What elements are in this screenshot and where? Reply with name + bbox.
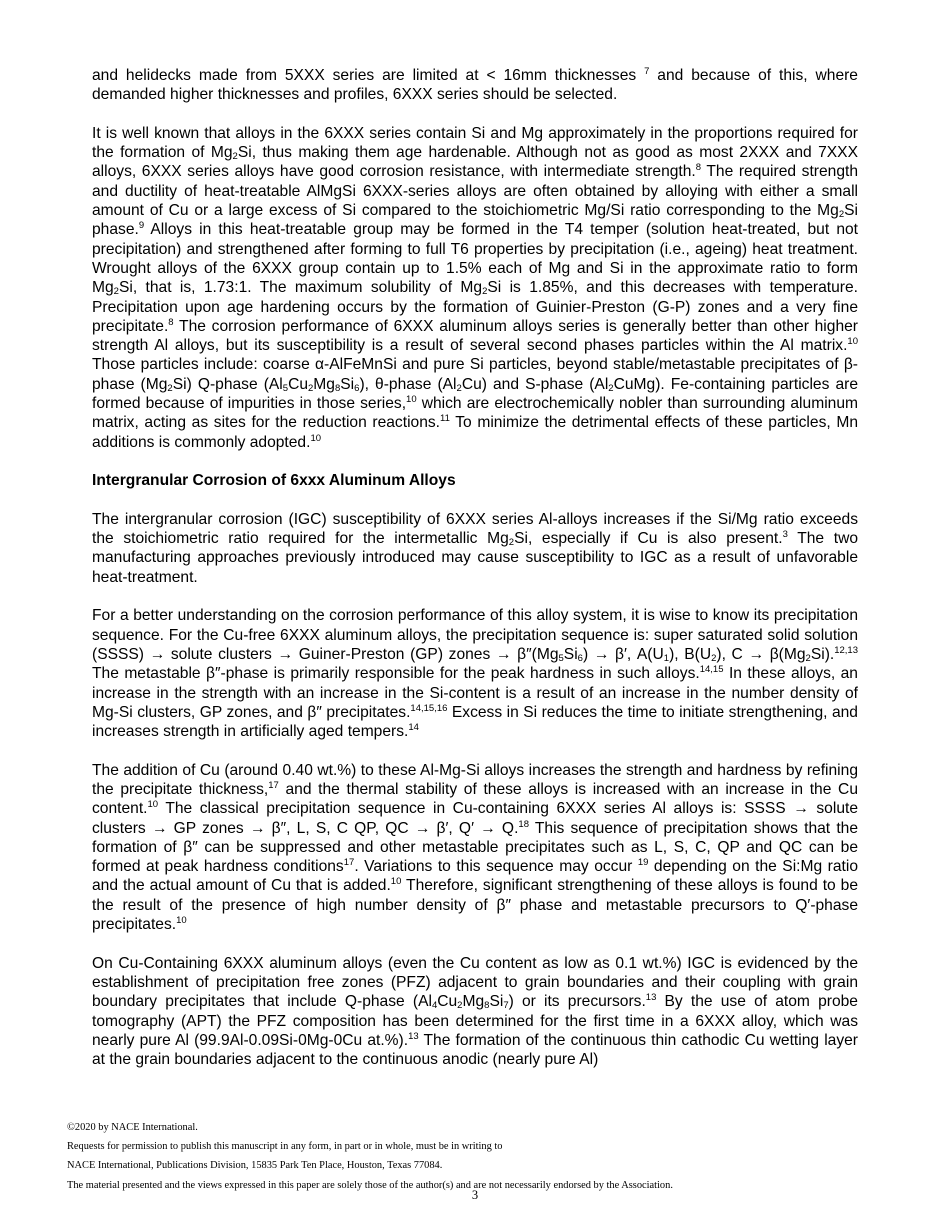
- paragraph-6: On Cu-Containing 6XXX aluminum alloys (even the Cu content as low as 0.1 wt.%) IGC is evidenced by the establishment of precipitation free zones (PFZ) adjacent to grain boundaries and their coupling with grain boundary precipitates that include Q-phase $(Al_4Cu_2Mg_8Si_7)$ or its precursors.$^{13}$ By the use of atom probe tomography (APT) the PFZ composition has been determined for the first time in a 6XXX alloy, which was nearly pure Al (99.9Al-0.09Si-0Mg-0Cu at.%).$^{13}$ The formation of the continuous thin cathodic Cu wetting layer at the grain boundaries adjacent to the continuous anodic (nearly pure Al): [92, 954, 859, 1069]
- citation: 10: [310, 432, 322, 444]
- citation: 14,15: [699, 664, 724, 676]
- section-heading: Intergranular Corrosion of 6xxx Aluminum Alloys: [92, 472, 456, 490]
- citation: 9: [138, 220, 145, 232]
- citation: 12,13: [834, 644, 858, 656]
- permission-line: Requests for permission to publish this manuscript in any form, in part or in whole, must be in writing to: [67, 1141, 503, 1153]
- paragraph-1: and helidecks made from 5XXX series are limited at < 16mm thicknesses $^7$ and because of this, where demanded higher thicknesses and profiles, 6XXX series should be selected.: [92, 66, 858, 104]
- paragraph-2: It is well known that alloys in the 6XXX series contain Si and Mg approximately in the proportions required for the formation of $Mg_2Si$, thus making them age hardenable. Although not as good as most 2XXX and 7XXX alloys, 6XXX series alloys have good corrosion resistance, with intermediate strength.$^8$ The required strength and ductility of heat-treatable AlMgSi 6XXX-series alloys are often obtained by alloying with either a small amount of Cu or a large excess of Si compared to the stoichiometric Mg/Si ratio corresponding to the $Mg_2Si$ phase.$^9$ Alloys in this heat-treatable group may be formed in the T4 temper (solution heat-treated, but not precipitation) and strengthened after forming to full T6 properties by precipitation (i.e., ageing) heat treatment. Wrought alloys of the 6XXX group contain up to 1.5% each of Mg and Si in the approximate ratio to form $Mg_2Si$, that is, 1.73:1. The maximum solubility of $Mg_2Si$ is 1.85%, and this decreases with temperature. Precipitation upon age hardening occurs by the formation of Guinier-Preston (G-P) zones and a very fine precipitate.$^8$ The corrosion performance of 6XXX aluminum alloys series is generally better than other higher strength Al alloys, but its susceptibility is a result of several second phases particles within the Al matrix.$^{10}$ Those particles include: coarse α-AlFeMnSi and pure Si particles, beyond stable/metastable precipitates of β-phase $(Mg_2Si)$ Q-phase $(Al_5Cu_2Mg_8Si_6)$, θ-phase $(Al_2Cu)$ and S-phase $(Al_2CuMg)$. Fe-containing particles are formed because of impurities in those series,$^{10}$ which are electrochemically nobler than surrounding aluminum matrix, acting as sites for the reduction reactions.$^{11}$ To minimize the detrimental effects of these particles, Mn additions is commonly adopted.$^{10}$: [92, 124, 858, 451]
- citation: 18: [518, 818, 529, 830]
- citation: 19: [637, 857, 649, 869]
- citation: 8: [168, 316, 174, 328]
- citation: 17: [268, 779, 279, 791]
- disclaimer-line: The material presented and the views expressed in this paper are solely those of the author(s) and are not necessarily endorsed by the Association.: [67, 1179, 673, 1191]
- paragraph-3: The intergranular corrosion (IGC) susceptibility of 6XXX series Al-alloys increases if the Si/Mg ratio exceeds the stoichiometric ratio required for the intermetallic $Mg_2Si$, especially if Cu is also present.$^3$ The two manufacturing approaches previously introduced may cause susceptibility to IGC as a result of unfavorable heat-treatment.: [92, 510, 858, 586]
- citation: 14,15,16: [410, 702, 448, 714]
- page-number: 3: [471, 1188, 479, 1202]
- citation: 8: [695, 162, 702, 174]
- citation: 3: [782, 529, 788, 541]
- copyright-line: ©2020 by NACE International.: [67, 1122, 198, 1133]
- paragraph-5: The addition of Cu (around 0.40 wt.%) to these Al-Mg-Si alloys increases the strength and hardness by refining the precipitate thickness,$^{17}$ and the thermal stability of these alloys is increased with an increase in the Cu content.$^{10}$ The classical precipitation sequence in Cu-containing 6XXX series Al alloys is: SSSS → solute clusters → GP zones → β″, L, S, C QP, QC → β′, Q′ → Q.$^{18}$ This sequence of precipitation shows that the formation of β″ can be suppressed and other metastable precipitates such as L, S, C, QP and QC can be formed at peak hardness conditions$^{17}$. Variations to this sequence may occur $^{19}$ depending on the Si:Mg ratio and the actual amount of Cu that is added.$^{10}$ Therefore, significant strengthening of these alloys is found to be the result of the presence of high number density of β″ phase and metastable precursors to Q′-phase precipitates.$^{10}$: [92, 761, 858, 934]
- body-text: [92, 66, 858, 1089]
- citation: 10: [847, 336, 858, 348]
- copyright-footer: [67, 1118, 887, 1195]
- citation: 14: [408, 722, 419, 734]
- citation: 10: [176, 915, 187, 927]
- paragraph-4: For a better understanding on the corrosion performance of this alloy system, it is wise to know its precipitation sequence. For the Cu-free 6XXX aluminum alloys, the precipitation sequence is: super saturated solid solution (SSSS) → solute clusters → Guiner-Preston (GP) zones → $\beta''(Mg_5Si_6) \to \beta'$, $A(U_1)$, $B(U_2)$, $C \to \beta(Mg_2Si).^{12,13}$ The metastable β″-phase is primarily responsible for the peak hardness in such alloys.$^{14,15}$ In these alloys, an increase in the strength with an increase in the Si-content is a result of an increase in the number density of Mg-Si clusters, GP zones, and β″ precipitates.$^{14,15,16}$ Excess in Si reduces the time to initiate strengthening, and increases strength in artificially aged tempers.$^{14}$: [92, 607, 858, 741]
- citation: 13: [408, 1030, 419, 1042]
- citation: 10: [406, 394, 417, 406]
- citation: 11: [440, 413, 450, 425]
- citation: 7: [644, 66, 650, 77]
- citation: 13: [645, 992, 657, 1004]
- address-line: NACE International, Publications Division, 15835 Park Ten Place, Houston, Texas 77084.: [67, 1160, 443, 1172]
- citation: 17: [343, 857, 355, 869]
- citation: 10: [147, 799, 159, 811]
- citation: 10: [390, 876, 402, 888]
